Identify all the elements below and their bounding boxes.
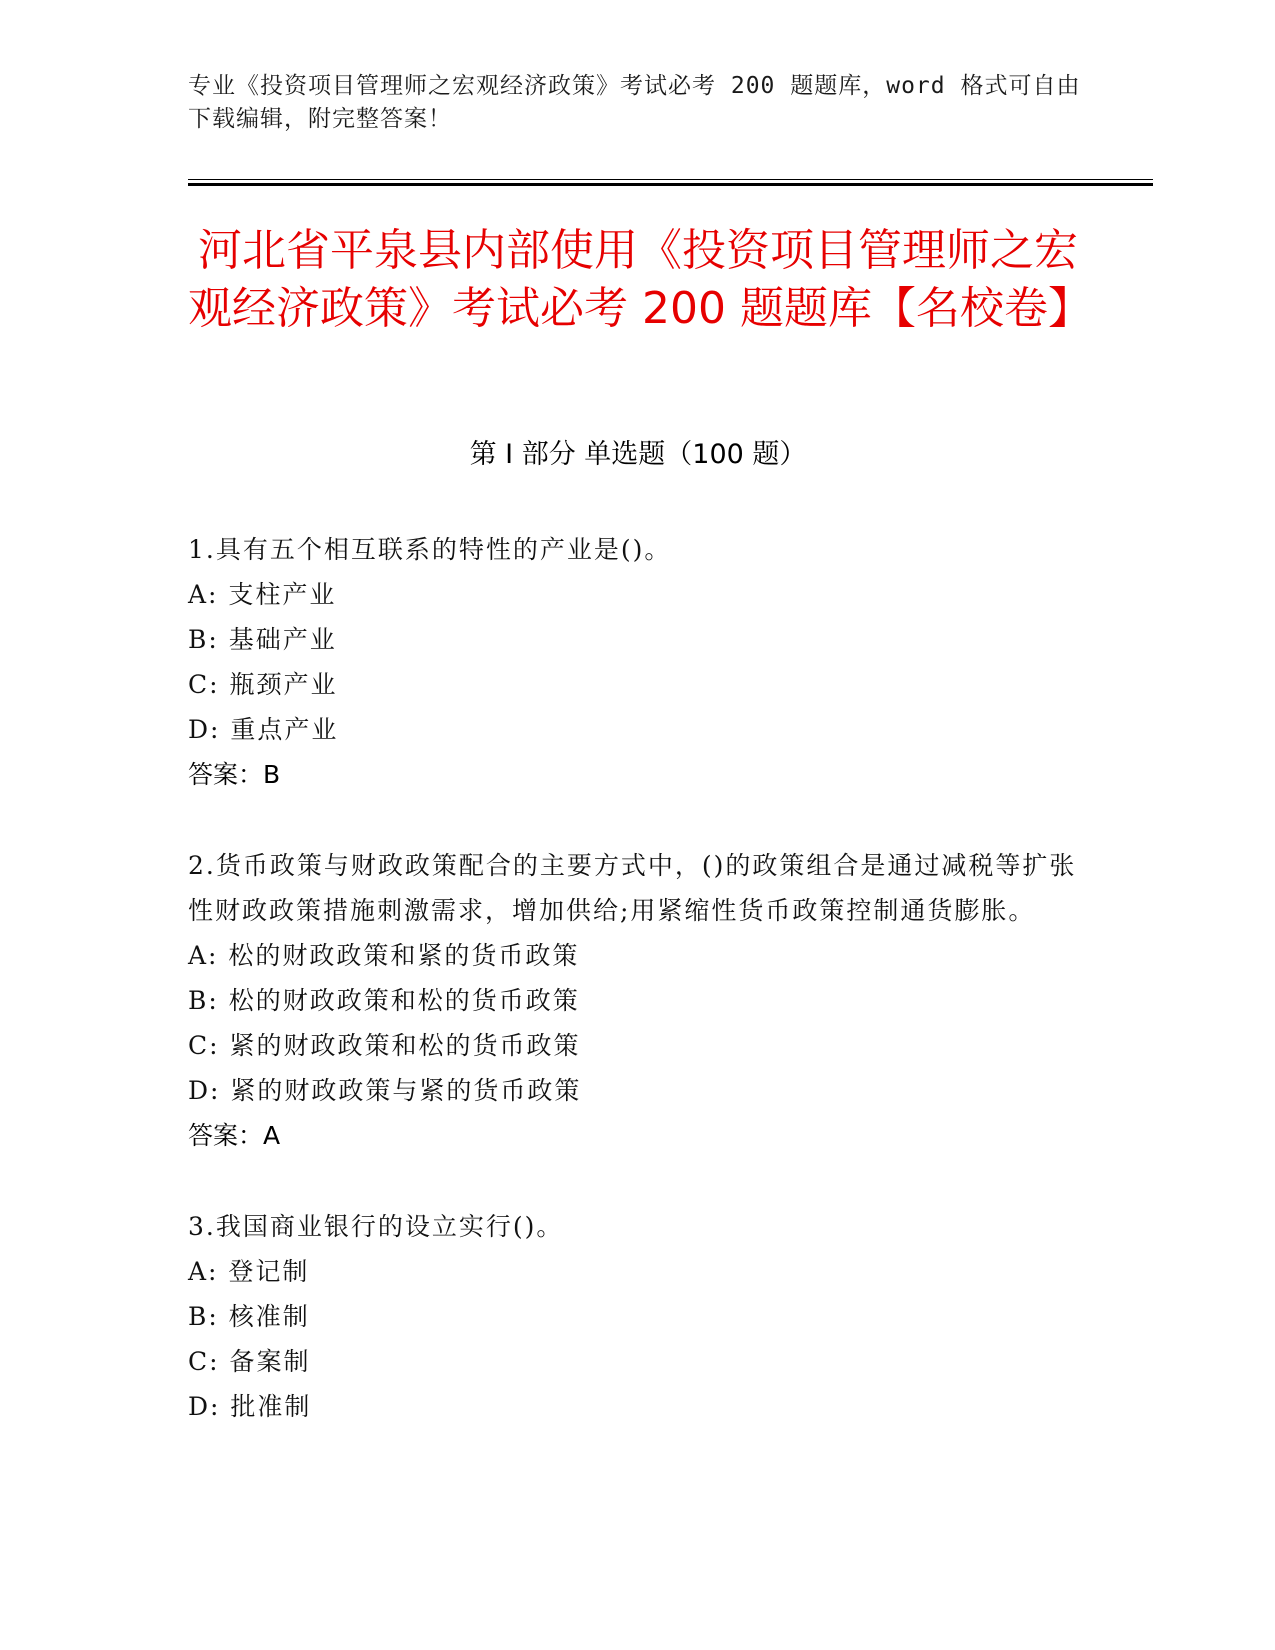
answer-text: 答案：A xyxy=(188,1121,281,1150)
section-heading: 第 I 部分 单选题（100 题） xyxy=(469,439,807,470)
option-b: B: 基础产业 xyxy=(188,625,337,654)
document-title: 河北省平泉县内部使用《投资项目管理师之宏观经济政策》考试必考 200 题题库【名校卷】 xyxy=(188,225,1092,334)
option-b: B: 松的财政政策和松的货币政策 xyxy=(188,986,580,1015)
question-text: 1.具有五个相互联系的特性的产业是()。 xyxy=(188,535,672,564)
option-a: A: 登记制 xyxy=(188,1257,310,1286)
option-c: C: 紧的财政政策和松的货币政策 xyxy=(188,1031,581,1060)
option-c: C: 瓶颈产业 xyxy=(188,670,338,699)
option-c: C: 备案制 xyxy=(188,1347,311,1376)
question-item xyxy=(188,843,1088,1158)
question-item xyxy=(188,1204,1088,1429)
option-a: A: 松的财政政策和紧的货币政策 xyxy=(188,941,580,970)
question-item xyxy=(188,527,1088,797)
intro-text: 专业《投资项目管理师之宏观经济政策》考试必考 200 题题库，word 格式可自由下载编辑，附完整答案！ xyxy=(188,73,1081,132)
option-d: D: 批准制 xyxy=(188,1392,312,1421)
header-divider-thin xyxy=(188,179,1153,180)
option-d: D: 重点产业 xyxy=(188,715,339,744)
question-text: 2.货币政策与财政政策配合的主要方式中，()的政策组合是通过减税等扩张性财政政策措施刺激需求，增加供给;用紧缩性货币政策控制通货膨胀。 xyxy=(188,851,1077,925)
option-a: A: 支柱产业 xyxy=(188,580,337,609)
question-list xyxy=(188,527,1088,1475)
option-b: B: 核准制 xyxy=(188,1302,310,1331)
answer-text: 答案：B xyxy=(188,760,281,789)
header-divider-thick xyxy=(188,183,1153,186)
question-text: 3.我国商业银行的设立实行()。 xyxy=(188,1212,564,1241)
option-d: D: 紧的财政政策与紧的货币政策 xyxy=(188,1076,582,1105)
